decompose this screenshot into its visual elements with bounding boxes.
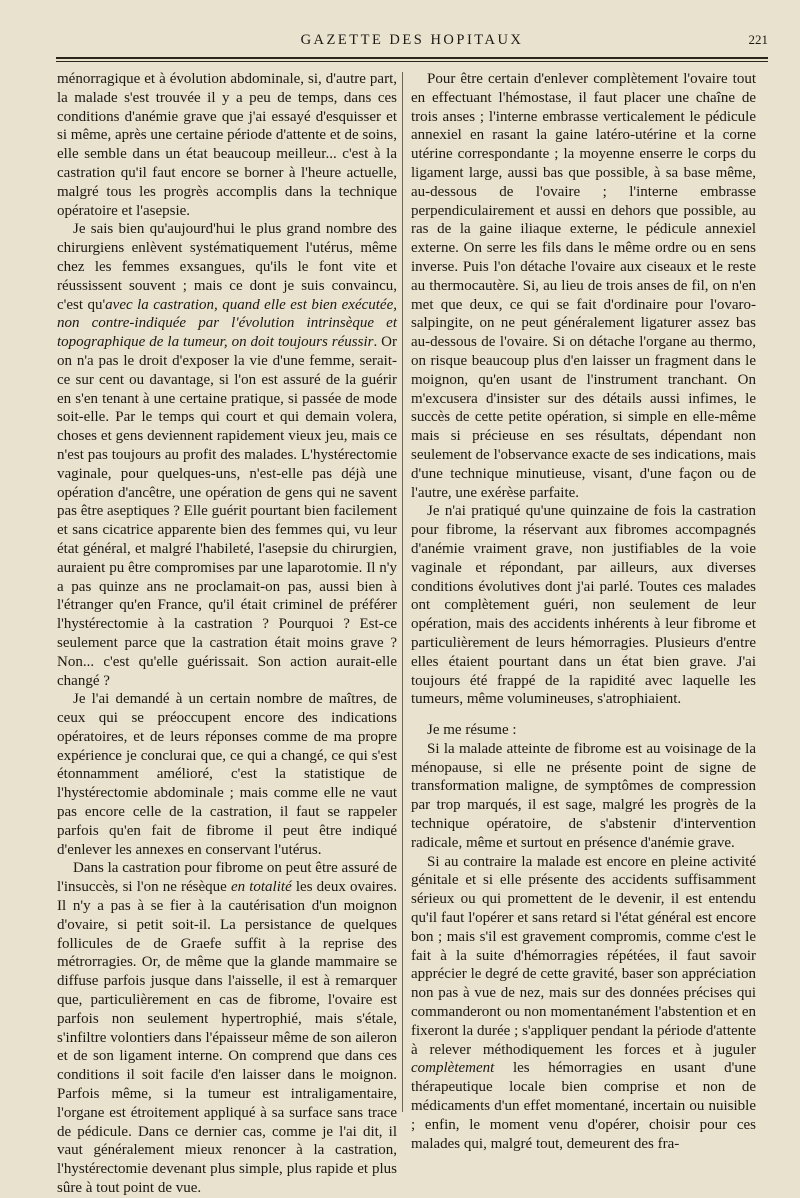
header-rule-thin [56,61,768,62]
paragraph-text: Je me résume : [427,722,517,739]
paragraph [411,70,756,502]
paragraph-text: Pour être certain d'enlever complètement l'ovaire tout en effectuant l'hémostase, il faut placer une chaîne de trois anses ; l'interne embrasse verticalement le pédicule annexiel en rasant la gaine latéro-utérine et la corne utérine correspondante ; la moyenne enserre le corps du ligament large, aussi bas que possible, à sa base même, au-dessous de l'ovaire ; l'interne embrasse perpendiculairement et aussi en dehors que possible, au ras de la gaine iliaque externe, le pédicule annexiel externe. On serre les fils dans le même ordre ou en sens inverse. Puis l'on détache l'ovaire aux ciseaux et le reste au thermocautère. Si, au lieu de trois anses de fil, on n'en met que deux, ce qui se fait d'ordinaire pour l'ovaro-salpingite, on ne peut généralement ligaturer assez bas au-dessous de l'ovaire. Si on détache l'organe au thermo, on risque beaucoup plus d'en laisser un fragment dans le moignon, qu'en usant de l'instrument tranchant. On m'excusera d'insister sur des détails aussi infimes, le succès de cette petite opération, si simple en elle-même mais si précieuse en ses résultats, dépendant non seulement de l'observance exacte de ses indications, mais d'une technique minutieuse, visant, d'une façon ou de l'autre, une exérèse parfaite. [411,71,756,501]
paragraph [57,220,397,690]
paragraph-text: les hémorragies en usant d'une thérapeutique locale bien comprise et non de médicaments d'un effet momentané, incertain ou nuisible ; enfin, le moment venu d'opérer, choisir pour ces malades qui, malgré tout, demeurent des fra- [411,1060,756,1152]
paragraph [57,859,397,1197]
italic-emphasis: complètement [411,1060,495,1077]
paragraph-text: Si la malade atteinte de fibrome est au voisinage de la ménopause, si elle ne présente point de signe de transformation maligne, de symptômes de compression par trop marqués, il est sage, malgré les progrès de la technique opératoire, de s'abstenir d'intervention radicale, même et surtout en présence d'anémie grave. [411,740,756,851]
paragraph [411,502,756,709]
paragraph [57,70,397,220]
paragraph-text: . Or on n'a pas le droit d'exposer la vie d'une femme, serait-ce sur cent ou davantage, si l'on est assuré de la guérir en s'en tenant à une certaine pratique, si passée de mode soit-elle. Par le temps qui court et qui demain volera, choses et gens deviennent rapidement vieux jeu, mais ce n'est pas toujours au profit des malades. L'hystérectomie vaginale, pour quelques-uns, n'est-elle pas déjà une opération d'ancêtre, une opération de gens qui ne savent pas être aseptiques ? Elle guérit pourtant bien facilement et sans cicatrice apparente bien des femmes qui, vu leur état général, et malgré l'habileté, l'asepsie du chirurgien, auraient pu être compromises par une laparotomie. Il n'y a pas quinze ans ne proclamait-on pas, aussi bien à l'étranger qu'en France, qu'il était criminel de préférer l'hystérectomie à la castration ? Pourquoi ? Est-ce seulement parce que la castration était moins grave ? Non... c'est qu'elle guérissait. Son action aurait-elle changé ? [57,334,398,689]
paragraph [57,690,397,859]
page-number: 221 [748,32,768,47]
paragraph [411,740,756,853]
paragraph [411,853,756,1154]
right-column [411,70,756,1153]
paragraph-text: Je sais bien qu'aujourd'hui le plus grand nombre des chirurgiens enlèvent systématiquement l'utérus, même chez les femmes exsangues, qu'ils le font vite et réussissent souvent ; mais ce dont je suis convaincu, c'est qu' [57,221,397,313]
paragraph-text: Je n'ai pratiqué qu'une quinzaine de fois la castration pour fibrome, la réservant aux fibromes accompagnés d'anémie vraiment grave, non justifiables de la voie vaginale et répondant, par ailleurs, aux diverses conditions évolutives dont j'ai parlé. Toutes ces malades ont complètement guéri, non seulement de leur opération, mais des accidents inhérents à leur fibrome et particulièrement de leurs hémorragies. Plusieurs d'entre elles étaient pourtant dans un état bien grave. J'ai toujours été frappé de la rapidité avec laquelle les tumeurs, même volumineuses, s'atrophiaient. [411,503,756,708]
summary-heading [411,721,756,740]
italic-emphasis: avec la castration, quand elle est bien exécutée, non contre-indiquée par l'évolution intrinsèque et topographique de la tumeur, on doit toujours réussir [57,296,397,351]
paragraph-text: les deux ovaires. Il n'y a pas à se fier à la cautérisation d'un moignon d'ovaire, si petit soit-il. La persistance de quelques follicules de de Graefe suffit à la reprise des métrorragies. Or, de même que la glande mammaire se diffuse parfois jusque dans l'aisselle, il est à remarquer que, particulièrement en cas de fibrome, l'ovaire est parfois non seulement hypertrophié, mais s'étale, s'infiltre volontiers dans l'épaisseur même de son aileron et de son ligament interne. On comprend que dans ces conditions il soit facile d'en laisser dans le moignon. Parfois même, si la tumeur est intraligamentaire, l'organe est étroitement appliqué à sa surface sans trace de pédicule. Dans ce dernier cas, comme je l'ai dit, il vaut généralement mieux renoncer à la castration, l'hystérectomie devenant plus simple, plus rapide et plus sûre à tout point de vue. [57,879,398,1197]
page-header [56,30,768,52]
paragraph-text: Dans la castration pour fibrome on peut être assuré de l'insuccès, si l'on ne résèque [57,860,397,896]
italic-emphasis: en totalité [230,879,292,896]
column-divider [402,72,403,1112]
header-rule-thick [56,57,768,59]
left-column [57,70,397,1198]
paragraph-text: ménorragique et à évolution abdominale, si, d'autre part, la malade s'est trouvée il y a peu de temps, dans ces conditions d'anémie grave que j'ai essayé d'esquisser et si même, après une certaine période d'attente et de soins, elle semble dans un état beaucoup meilleur... c'est à la castration qu'il faut encore se borner à l'heure actuelle, malgré tous les progrès accomplis dans la technique opératoire et l'asepsie. [57,71,397,219]
running-title: GAZETTE DES HOPITAUX [300,32,524,48]
paragraph-text: Je l'ai demandé à un certain nombre de maîtres, de ceux qui se préoccupent encore des indications opératoires, et de leurs réponses comme de ma propre expérience je conclurai que, ce qui a changé, ce qui s'est étonnamment amélioré, c'est la statistique de l'hystérectomie abdominale ; mais comme elle ne vaut pas encore celle de la castration, il faut se rappeler parfois qu'en fait de fibrome il peut être indiqué d'enlever les annexes en conservant l'utérus. [57,691,397,858]
paragraph-text: Si au contraire la malade est encore en pleine activité génitale et si elle présente des accidents suffisamment sérieux ou qui promettent de le devenir, il est entendu qu'il faut l'opérer et sans retard si l'état général est encore bon ; mais s'il est gravement compromis, comme c'est le fait à la suite d'hémorragies répétées, il faut savoir apprécier le degré de cette gravité, baser son appréciation non pas à vue de nez, mais sur des données précises qui commanderont ou non momentanément l'abstention et en fixeront la durée ; s'appliquer pendant la période d'attente à relever méthodiquement les forces et à juguler [411,853,756,1058]
